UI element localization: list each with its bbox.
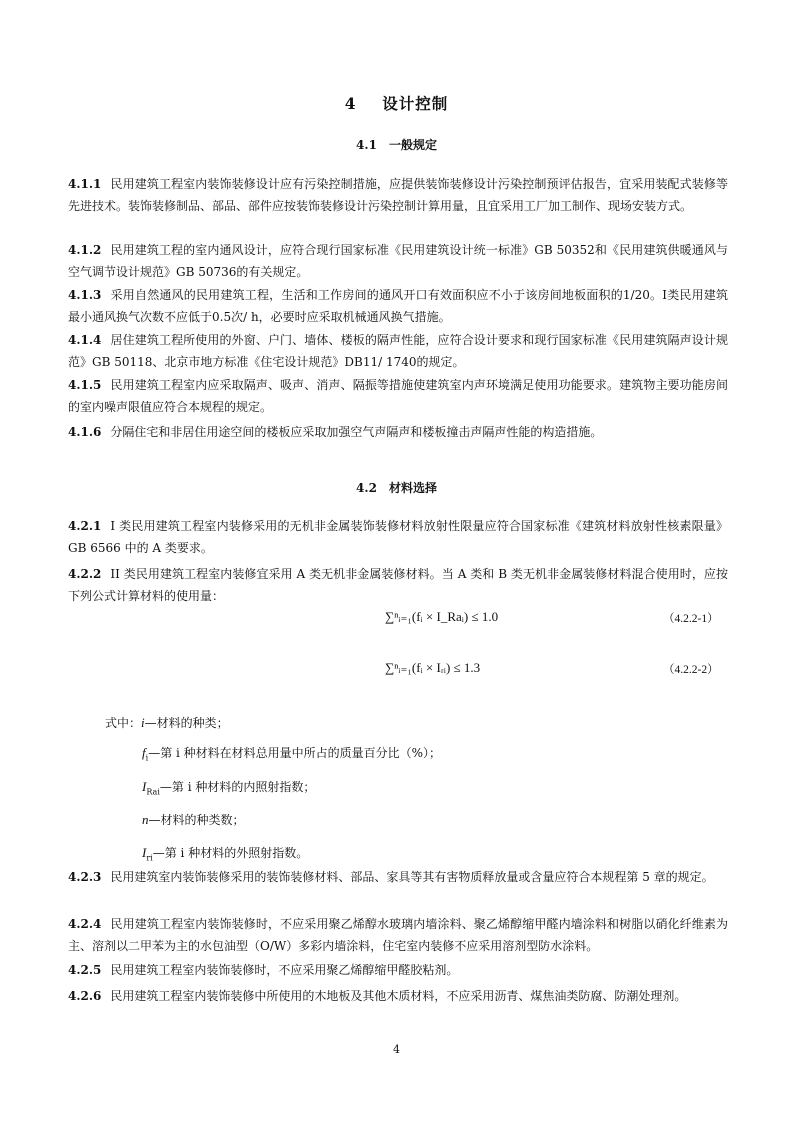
definition-i <box>105 713 229 733</box>
chapter-title <box>0 92 793 114</box>
section-name: 一般规定 <box>388 138 437 152</box>
clause-number: 4.2.2 <box>68 567 102 581</box>
definition-text: —第 i 种材料在材料总用量中所占的质量百分比（%）； <box>148 746 442 760</box>
formula-number-1: （4.2.2-1） <box>663 613 719 625</box>
section-number: 4.1 <box>356 138 377 152</box>
clause-4-1-1 <box>68 173 728 217</box>
section-title-4-1 <box>0 136 793 153</box>
formula-4-2-2-1: ∑ⁿᵢ₌₁(fᵢ × I_Raᵢ) ≤ 1.0 <box>385 609 499 624</box>
clause-4-2-2 <box>68 563 728 607</box>
clause-4-1-6 <box>68 421 728 443</box>
definition-text: —第 i 种材料的内照射指数； <box>159 780 316 794</box>
definition-text: —材料的种类； <box>144 716 229 730</box>
definition-n <box>142 810 245 830</box>
clause-4-2-3 <box>68 866 728 888</box>
clause-number: 4.1.2 <box>68 243 102 257</box>
clause-number: 4.1.5 <box>68 378 102 392</box>
clause-text: 居住建筑工程所使用的外窗、户门、墙体、楼板的隔声性能，应符合设计要求和现行国家标准《民用建筑隔声设计规范》GB 50118、北京市地方标准《住宅设计规范》DB11/ 1740的规定。 <box>68 333 728 369</box>
clause-number: 4.2.4 <box>68 917 102 931</box>
section-title-4-2 <box>0 479 793 496</box>
page-number: 4 <box>393 1043 400 1056</box>
clause-text: 民用建筑室内装饰装修采用的装饰装修材料、部品、家具等其有害物质释放量或含量应符合本规程第 5 章的规定。 <box>110 870 714 884</box>
symbol-subscript: ri <box>146 853 153 863</box>
definition-irai <box>142 777 315 802</box>
symbol-i: i <box>141 715 145 730</box>
definition-fi <box>142 743 441 768</box>
clause-text: 民用建筑工程室内应采取隔声、吸声、消声、隔振等措施使建筑室内声环境满足使用功能要求。建筑物主要功能房间的室内噪声限值应符合本规程的规定。 <box>68 378 728 414</box>
definition-text: —第 i 种材料的外照射指数。 <box>152 846 309 860</box>
definition-text: —材料的种类数； <box>148 813 245 827</box>
clause-4-1-2 <box>68 239 728 283</box>
chapter-number: 4 <box>344 94 357 113</box>
clause-text: 民用建筑工程室内装饰装修中所使用的木地板及其他木质材料，不应采用沥青、煤焦油类防腐、防潮处理剂。 <box>110 989 687 1003</box>
symbol-subscript: Rai <box>146 787 160 797</box>
clause-number: 4.1.1 <box>68 177 102 191</box>
clause-4-2-1 <box>68 515 728 559</box>
clause-text: 采用自然通风的民用建筑工程，生活和工作房间的通风开口有效面积应不小于该房间地板面积的1/20。I类民用建筑最小通风换气次数不应低于0.5次/ h，必要时应采取机械通风换气措施。 <box>68 288 728 324</box>
clause-4-1-4 <box>68 329 728 373</box>
symbol-I: I <box>142 845 147 860</box>
clause-number: 4.2.6 <box>68 989 102 1003</box>
clause-number: 4.1.4 <box>68 333 102 347</box>
clause-4-2-4 <box>68 913 728 957</box>
chapter-name: 设计控制 <box>382 94 449 113</box>
clause-text: 民用建筑工程室内装饰装修时，不应采用聚乙烯醇水玻璃内墙涂料、聚乙烯醇缩甲醛内墙涂料和树脂以硝化纤维素为主、溶剂以二甲苯为主的水包油型（O/W）多彩内墙涂料，住宅室内装修不应采用溶剂型防水涂料。 <box>68 917 728 953</box>
clause-4-2-6 <box>68 985 728 1007</box>
symbol-subscript: i <box>145 753 149 763</box>
symbol-I: I <box>142 779 147 794</box>
definition-intro: 式中： <box>105 716 142 730</box>
clause-number: 4.2.1 <box>68 519 102 533</box>
symbol-f: f <box>142 745 146 760</box>
definition-iri <box>142 843 308 868</box>
clause-text: 分隔住宅和非居住用途空间的楼板应采取加强空气声隔声和楼板撞击声隔声性能的构造措施。 <box>110 425 603 439</box>
symbol-n: n <box>142 812 149 827</box>
clause-4-1-3 <box>68 284 728 328</box>
clause-number: 4.1.3 <box>68 288 102 302</box>
clause-text: 民用建筑工程的室内通风设计，应符合现行国家标准《民用建筑设计统一标准》GB 50352和《民用建筑供暖通风与空气调节设计规范》GB 50736的有关规定。 <box>68 243 728 279</box>
clause-text: 民用建筑工程室内装饰装修设计应有污染控制措施，应提供装饰装修设计污染控制预评估报告，宜采用装配式装修等先进技术。装饰装修制品、部品、部件应按装饰装修设计污染控制计算用量，且宜采用工厂加工制作、现场安装方式。 <box>68 177 728 213</box>
section-number: 4.2 <box>356 481 377 495</box>
section-name: 材料选择 <box>388 481 437 495</box>
clause-number: 4.2.3 <box>68 870 102 884</box>
formula-number-2: （4.2.2-2） <box>663 664 719 676</box>
clause-number: 4.2.5 <box>68 963 102 977</box>
clause-text: I 类民用建筑工程室内装修采用的无机非金属装饰装修材料放射性限量应符合国家标准《建筑材料放射性核素限量》GB 6566 中的 A 类要求。 <box>68 519 728 555</box>
clause-number: 4.1.6 <box>68 425 102 439</box>
clause-text: II 类民用建筑工程室内装修宜采用 A 类无机非金属装修材料。当 A 类和 B 类无机非金属装修材料混合使用时，应按下列公式计算材料的使用量： <box>68 567 728 603</box>
clause-4-2-5 <box>68 959 728 981</box>
clause-text: 民用建筑工程室内装饰装修时，不应采用聚乙烯醇缩甲醛胶粘剂。 <box>110 963 459 977</box>
formula-4-2-2-2: ∑ⁿᵢ₌₁(fᵢ × Iᵣᵢ) ≤ 1.3 <box>385 660 481 675</box>
clause-4-1-5 <box>68 374 728 418</box>
